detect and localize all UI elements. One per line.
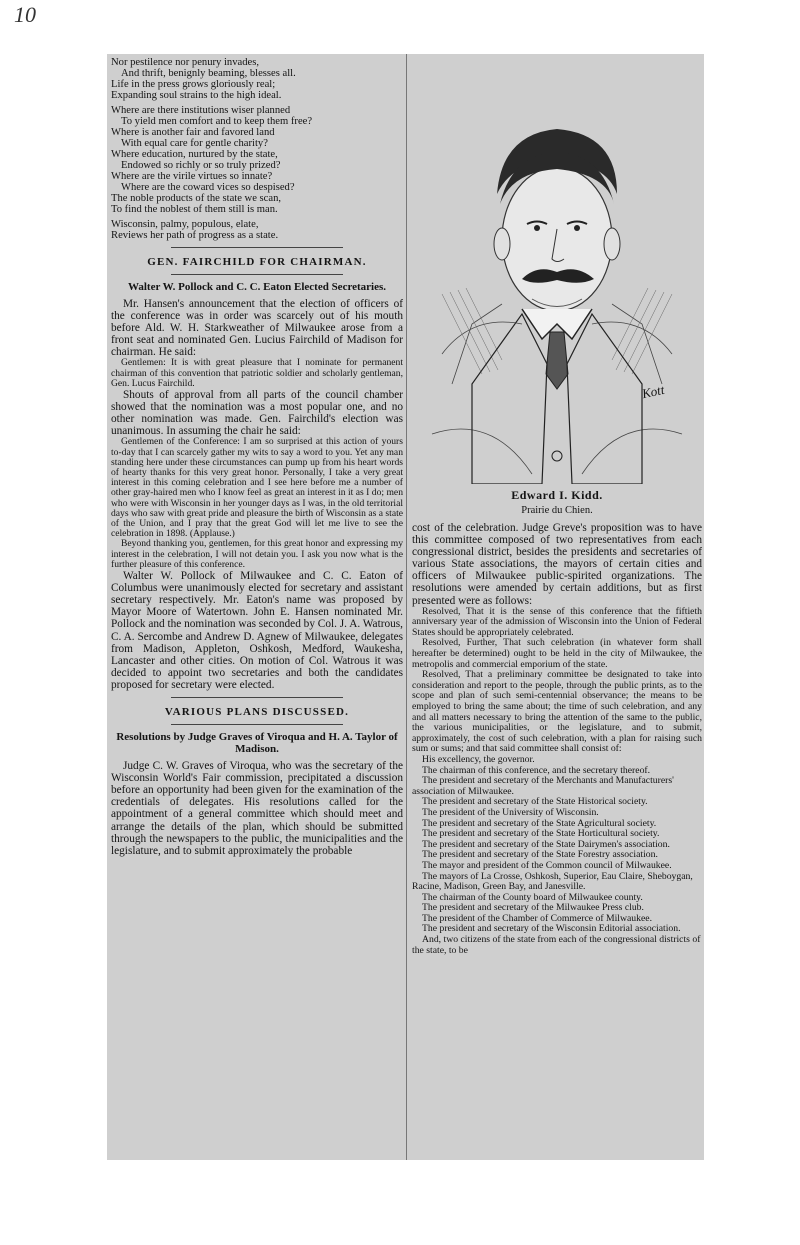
poem-line: To yield men comfort and to keep them free?: [121, 116, 313, 127]
article-paragraph: Walter W. Pollock of Milwaukee and C. C. Eaton of Columbus were unanimously elected for secretary and assistant secretary respectively. Mr. Eaton's name was proposed by Mayor Moore of Watertown. John E. Hansen nominated Mr. Pollock and the nomination was seconded by Col. J. A. Watrous, C. A. Sercombe and Andrew D. Agnew of Milwaukee, delegates from Madison, Appleton, Oshkosh, Medford, Waukesha, Lancaster and other cities. On motion of Col. Watrous it was decided to appoint two secretaries and both the candidates proposed for secretary were elected.: [111, 570, 403, 691]
list-item: The president and secretary of the State Forestry association.: [422, 849, 658, 861]
poem-line: And thrift, benignly beaming, blesses all.: [121, 68, 296, 79]
poem-stanza-1: [111, 57, 403, 101]
list-item: The president and secretary of the State Horticultural society.: [422, 828, 660, 840]
left-column: [111, 54, 403, 857]
resolution: Resolved, That a preliminary committee be designated to take into consideration and report to the people, through the public prints, as to the scope and plan of such semi-centennial observance; the means to be employed to bring the same about; the time of such celebration, and any and all matters necessary to bring the attention of the same to the public, the various municipalities, or the legislature, and to submit, approximately, the cost of such celebration, with a plan for raising such sum or sums; and that said committee shall consist of:: [412, 669, 702, 755]
list-item: The president and secretary of the State Historical society.: [422, 796, 648, 808]
list-item: The president and secretary of the State Dairymen's association.: [422, 838, 670, 850]
section-subheading: Walter W. Pollock and C. C. Eaton Elected Secretaries.: [127, 281, 387, 293]
portrait-caption-place: Prairie du Chien.: [521, 505, 593, 516]
list-item: His excellency, the governor.: [422, 753, 535, 765]
resolution: Resolved, That it is the sense of this conference that the fiftieth anniversary year of the admission of Wisconsin into the Union of Federal States should be appropriately celebrated.: [412, 605, 702, 638]
article-paragraph: Mr. Hansen's announcement that the election of officers of the conference was in order was scarcely out of his mouth before Ald. W. H. Starkweather of Milwaukee arose from a front seat and nominated Gen. Lucius Fairchild of Madison for chairman. He said:: [111, 298, 403, 359]
list-item: The president and secretary of the Wisconsin Editorial association.: [422, 923, 681, 935]
artist-signature: Kott: [640, 381, 666, 402]
poem: [111, 57, 403, 241]
article-paragraph: Shouts of approval from all parts of the council chamber showed that the nomination was a most popular one, and no other nomination was made. Gen. Fairchild's election was unanimous. In assuming the chair he said:: [111, 389, 403, 438]
article-paragraph: Judge C. W. Graves of Viroqua, who was the secretary of the Wisconsin World's Fair commission, precipitated a discussion before an opportunity had been given for the examination of the credentials of delegates. His resolutions called for the appointment of a general committee which should meet and arrange the details of the plan, which should be submitted through the newspapers to the public, the municipalities and the legislature, and to submit approximately the probable: [111, 760, 403, 857]
column-divider: [406, 54, 407, 1160]
list-item: The chairman of the County board of Milwaukee county.: [422, 891, 643, 903]
section-heading: GEN. FAIRCHILD FOR CHAIRMAN.: [147, 256, 367, 268]
article-quote: Gentlemen: It is with great pleasure that I nominate for permanent chairman of this convention that patriotic soldier and scholarly gentleman, Gen. Lucus Fairchild.: [111, 357, 403, 389]
poem-stanza-3: [111, 219, 403, 241]
poem-line: Wisconsin, palmy, populous, elate,: [111, 219, 259, 230]
poem-line: Life in the press grows gloriously real;: [111, 79, 276, 90]
newspaper-clipping: [107, 54, 704, 1160]
page-number: 10: [14, 2, 36, 27]
resolution: Resolved, Further, That such celebration (in whatever form shall hereafter be determined) ought to be held in the city of Milwaukee, the metropolis and commercial emporium of the state.: [412, 637, 702, 670]
article-quote: Gentlemen of the Conference: I am so surprised at this action of yours to-day that I can scarcely gather my wits to say a word to you. Yet any man standing here under these circumstances can pump up from his heart words of hearty thanks for this very great honor. Personally, I take a very great interest in this coming celebration and I see here before me a number of other gray-haired men who I know feel as great an interest in it as I do; men who were with Wisconsin in her younger days as I was, in the old territorial days who saw with great pride and pleasure the birth of Wisconsin as a state of the Union, and I pray that the great God will let me live to see the celebration in 1898. (Applause.): [111, 436, 403, 540]
portrait-caption-name: Edward I. Kidd.: [511, 488, 603, 502]
list-item: The mayor and president of the Common council of Milwaukee.: [422, 859, 672, 871]
article-paragraph: cost of the celebration. Judge Greve's proposition was to have this committee composed of two representatives from each congressional district, besides the presidents and secretaries of various State associations, the mayors of certain cities and officers of Milwaukee public-spirited organizations. The resolutions were amended by certain additions, but as first presented were as follows:: [412, 522, 702, 607]
list-item: The chairman of this conference, and the secretary thereof.: [422, 764, 651, 776]
poem-line: The noble products of the state we scan,: [111, 193, 282, 204]
list-item: The president and secretary of the Merchants and Manufacturers' association of Milwaukee.: [412, 775, 674, 797]
section-heading: VARIOUS PLANS DISCUSSED.: [164, 706, 350, 719]
portrait-illustration: [412, 54, 702, 534]
list-item: The president and secretary of the Milwaukee Press club.: [422, 902, 644, 914]
section-rule: [171, 274, 343, 275]
section-rule: [171, 697, 343, 698]
section-subheading: Resolutions by Judge Graves of Viroqua and H. A. Taylor of Madison.: [116, 731, 398, 756]
section-rule: [171, 724, 343, 725]
list-item: The president of the University of Wisconsin.: [422, 806, 599, 818]
article-quote: Beyond thanking you, gentlemen, for this great honor and expressing my interest in the celebration, I will not detain you. I ask you now what is the further pleasure of this conference.: [111, 538, 403, 570]
poem-line: To find the noblest of them still is man.: [111, 204, 278, 215]
list-item: The mayors of La Crosse, Oshkosh, Superior, Eau Claire, Sheboygan, Racine, Madison, Green Bay, and Janesville.: [412, 870, 693, 893]
poem-line: With equal care for gentle charity?: [121, 138, 268, 149]
poem-line: Where are the virile virtues so innate?: [111, 171, 273, 182]
poem-line: Nor pestilence nor penury invades,: [111, 57, 259, 68]
list-item: And, two citizens of the state from each of the congressional districts of the state, to be: [412, 934, 701, 956]
poem-line: Endowed so richly or so truly prized?: [121, 160, 281, 171]
section-rule: [171, 247, 343, 248]
poem-line: Reviews her path of progress as a state.: [111, 230, 279, 241]
committee-list: [412, 755, 702, 956]
portrait-sketch: [412, 54, 702, 484]
right-column-text: [412, 522, 702, 956]
poem-line: Where are there institutions wiser planned: [111, 105, 291, 116]
poem-stanza-2: [111, 105, 403, 215]
poem-line: Where is another fair and favored land: [111, 127, 275, 138]
list-item: The president and secretary of the State Agricultural society.: [422, 817, 657, 829]
poem-line: Where are the coward vices so despised?: [121, 182, 295, 193]
list-item: The president of the Chamber of Commerce of Milwaukee.: [422, 912, 653, 924]
poem-line: Where education, nurtured by the state,: [111, 149, 278, 160]
poem-line: Expanding soul strains to the high ideal.: [111, 90, 282, 101]
